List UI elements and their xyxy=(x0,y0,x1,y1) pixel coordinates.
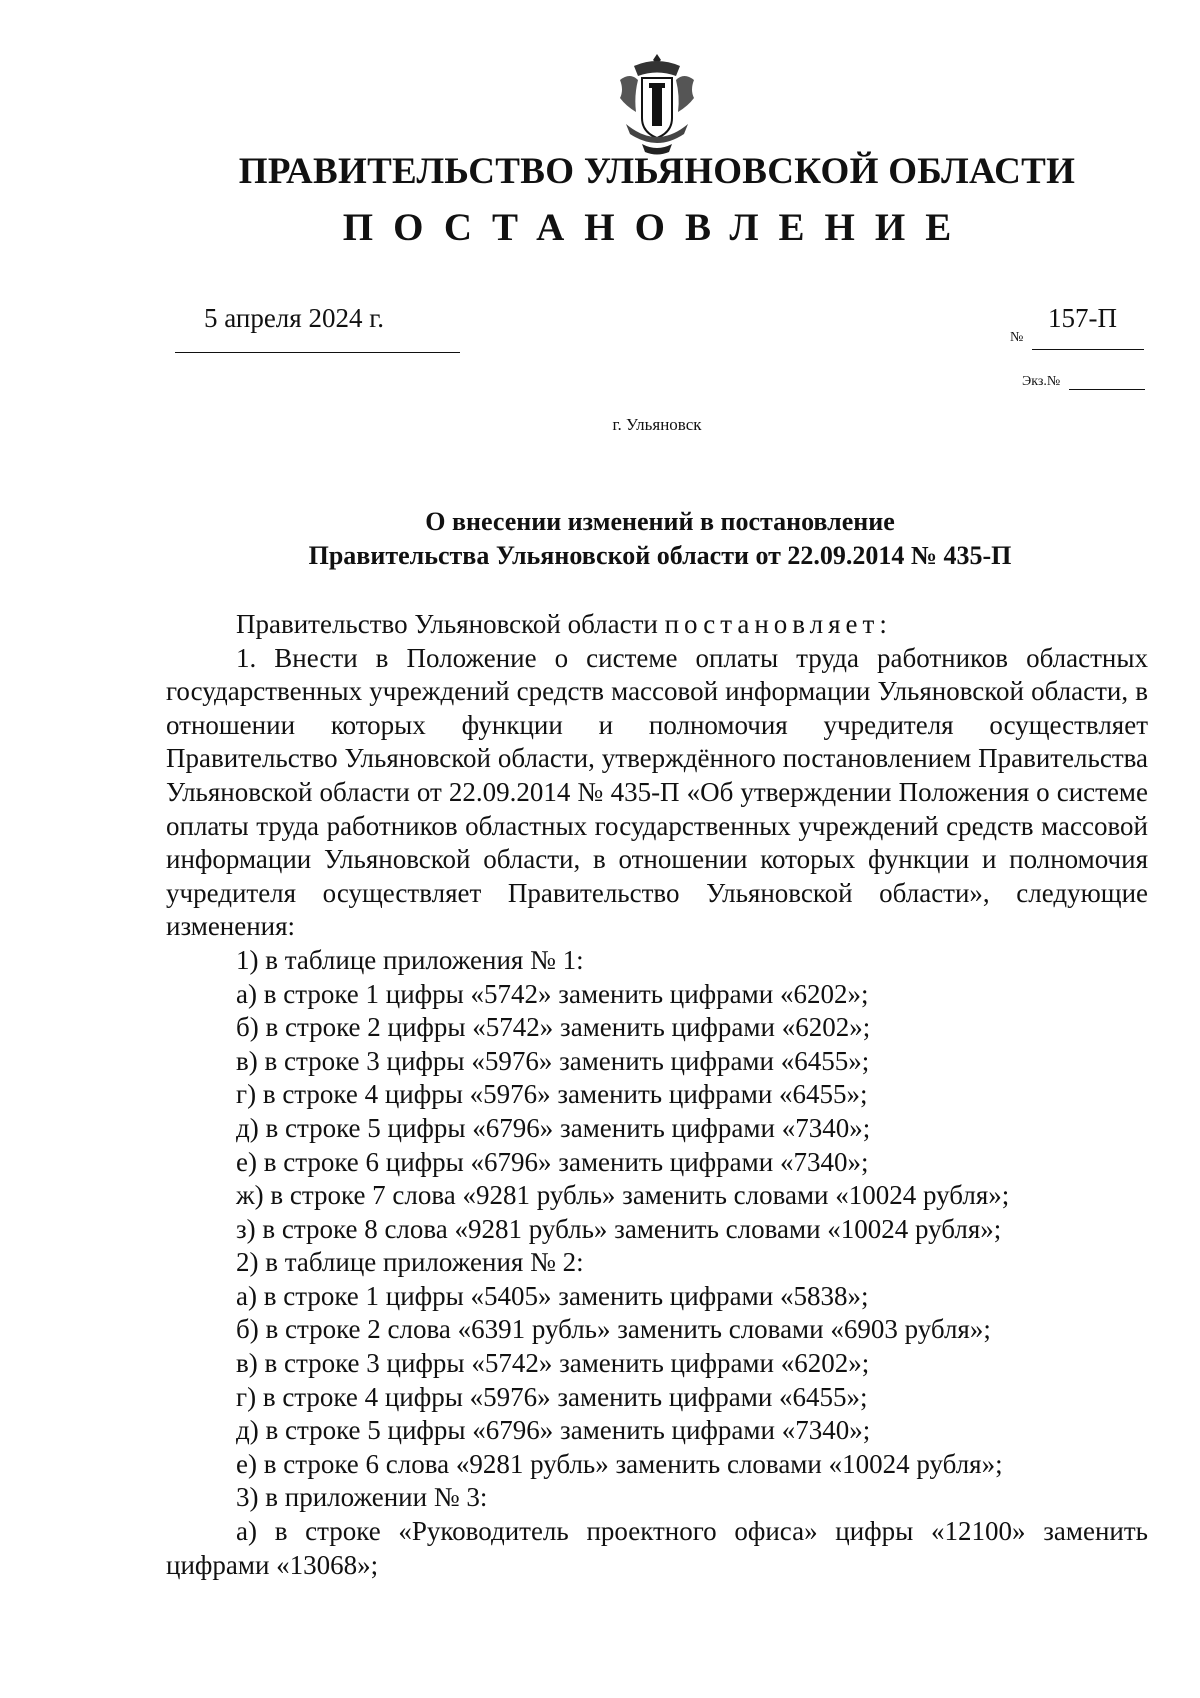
preamble-text: Правительство Ульяновской области xyxy=(236,609,665,639)
list-item: в) в строке 3 цифры «5976» заменить цифрами «6455»; xyxy=(236,1045,870,1076)
list-item: а) в строке 1 цифры «5742» заменить цифрами «6202»; xyxy=(236,978,869,1009)
document-type: ПОСТАНОВЛЕНИЕ xyxy=(342,206,972,249)
copy-number-label: Экз.№ xyxy=(1022,374,1061,389)
list-item: 3) в приложении № 3: xyxy=(236,1482,488,1513)
list-item: 2) в таблице приложения № 2: xyxy=(236,1247,584,1278)
preamble-verb: постановляет: xyxy=(664,609,892,639)
document-body xyxy=(166,608,1148,1582)
document-title xyxy=(175,505,1145,573)
copy-number-underline xyxy=(1069,389,1145,390)
document-number: 157-П xyxy=(1048,303,1117,333)
list-item: б) в строке 2 слова «6391 рубль» заменить словами «6903 рубля»; xyxy=(236,1314,991,1345)
list-item: ж) в строке 7 слова «9281 рубль» заменить словами «10024 рубля»; xyxy=(236,1180,1010,1211)
list-item: в) в строке 3 цифры «5742» заменить цифрами «6202»; xyxy=(236,1348,870,1379)
item-1: 1. Внести в Положение о системе оплаты труда работников областных государственных учреждений средств массовой информации Ульяновской области, в отношении которых функции и полномочия учредителя осуществляет Правительство Ульяновской области, утверждённого постановлением Правительства Ульяновской области от 22.09.2014 № 435-П «Об утверждении Положения о системе оплаты труда работников областных государственных учреждений средств массовой информации Ульяновской области, в отношении которых функции и полномочия учредителя осуществляет Правительство Ульяновской области», следующие изменения: xyxy=(166,642,1148,942)
preamble xyxy=(166,608,1148,642)
list-item: б) в строке 2 цифры «5742» заменить цифрами «6202»; xyxy=(236,1012,871,1043)
list-item: е) в строке 6 цифры «6796» заменить цифрами «7340»; xyxy=(236,1146,869,1177)
city: г. Ульяновск xyxy=(612,415,702,434)
list-item: а) в строке 1 цифры «5405» заменить цифрами «5838»; xyxy=(236,1280,869,1311)
number-underline xyxy=(1032,349,1144,350)
document-date: 5 апреля 2024 г. xyxy=(204,303,384,333)
list-item: г) в строке 4 цифры «5976» заменить цифрами «6455»; xyxy=(236,1079,868,1110)
list-item: 1) в таблице приложения № 1: xyxy=(236,944,584,975)
title-line-2: Правительства Ульяновской области от 22.09.2014 № 435-П xyxy=(308,541,1012,570)
government-name: ПРАВИТЕЛЬСТВО УЛЬЯНОВСКОЙ ОБЛАСТИ xyxy=(238,151,1076,192)
list-item: г) в строке 4 цифры «5976» заменить цифрами «6455»; xyxy=(236,1381,868,1412)
title-line-1: О внесении изменений в постановление xyxy=(425,507,895,536)
list-item: д) в строке 5 цифры «6796» заменить цифрами «7340»; xyxy=(236,1112,871,1143)
list-item-last: а) в строке «Руководитель проектного офиса» цифры «12100» заменить цифрами «13068»; xyxy=(166,1516,1148,1580)
date-underline xyxy=(175,352,460,353)
list-item: з) в строке 8 слова «9281 рубль» заменить словами «10024 рубля»; xyxy=(236,1213,1002,1244)
coat-of-arms-icon xyxy=(612,50,702,158)
number-label: № xyxy=(1010,330,1024,345)
list-item: е) в строке 6 слова «9281 рубль» заменить словами «10024 рубля»; xyxy=(236,1448,1003,1479)
list-item: д) в строке 5 цифры «6796» заменить цифрами «7340»; xyxy=(236,1415,871,1446)
